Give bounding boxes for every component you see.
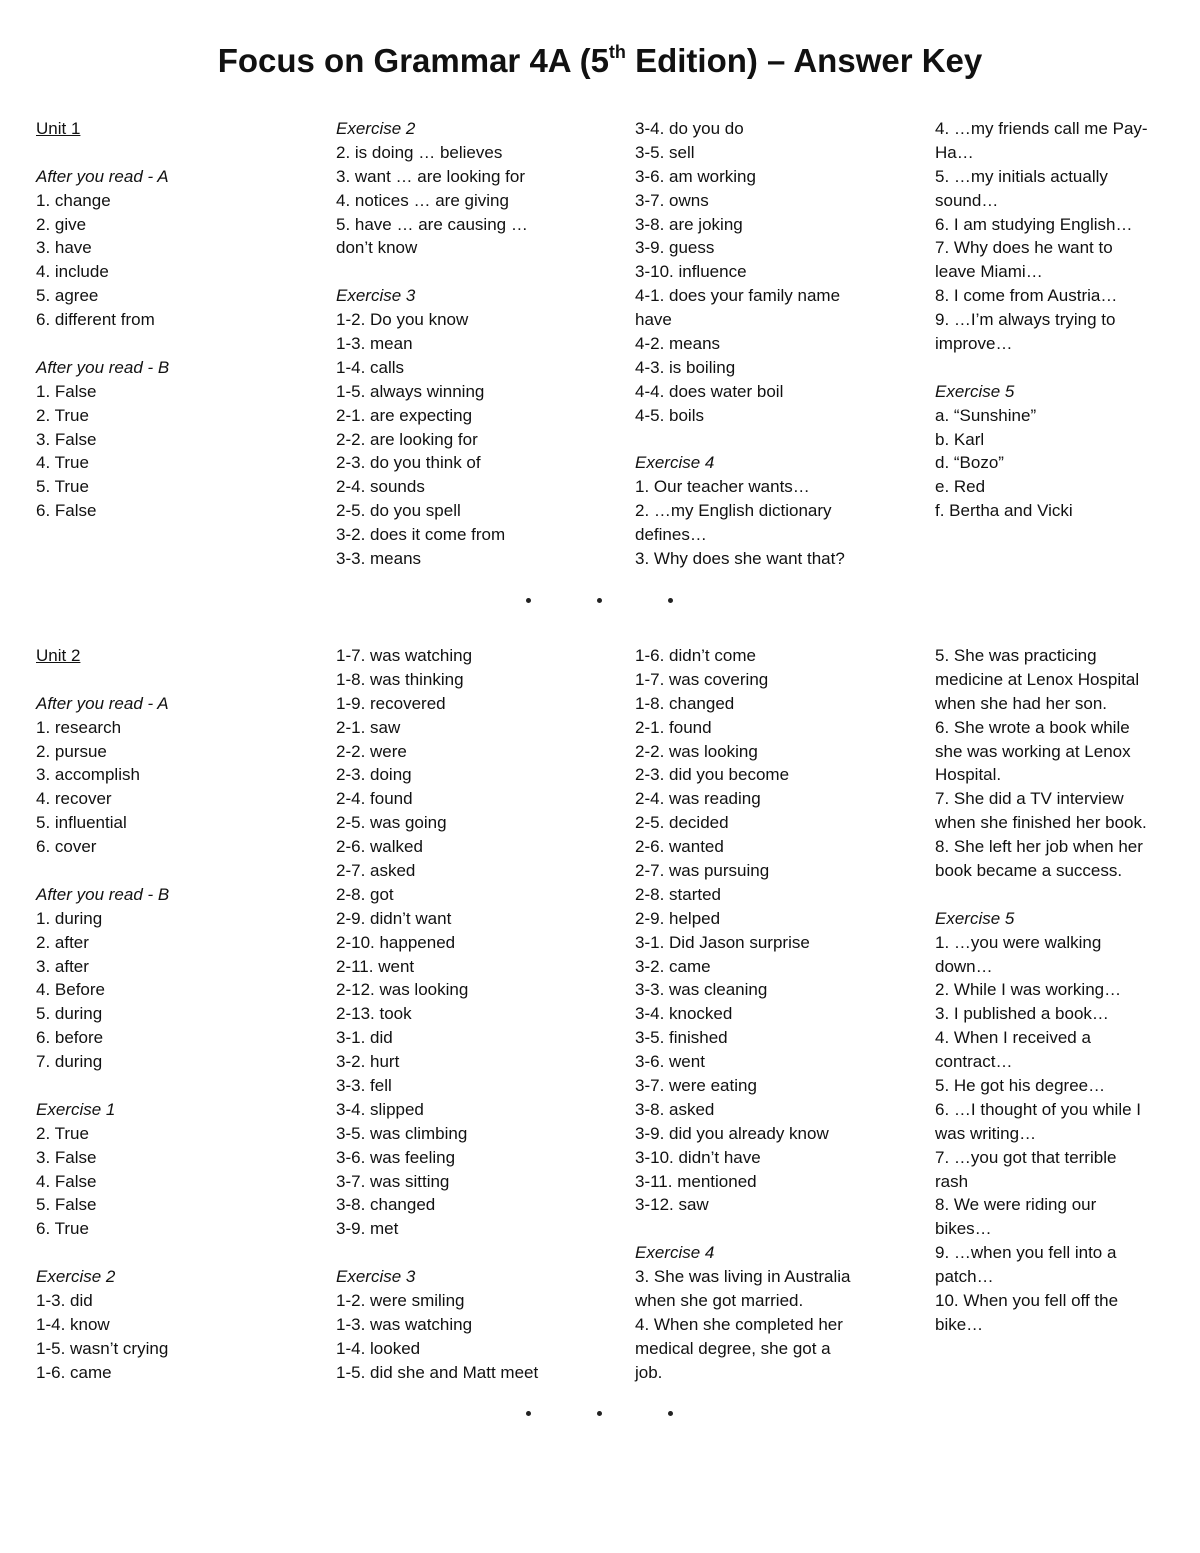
- answer-line: rash: [935, 1171, 969, 1191]
- answer-line: have: [635, 310, 672, 330]
- answer-line: medical degree, she got a: [635, 1338, 831, 1358]
- answer-line: 1-8. changed: [635, 693, 735, 713]
- answer-line: 4. False: [36, 1171, 97, 1191]
- answer-line: 2-4. found: [336, 789, 413, 809]
- section-separator: [0, 1411, 1200, 1421]
- answer-line: 1-2. were smiling: [336, 1291, 465, 1311]
- answer-line: when she had her son.: [935, 693, 1108, 713]
- answer-line: 1-5. wasn’t crying: [36, 1338, 169, 1358]
- title-rest: Edition) – Answer Key: [625, 42, 983, 79]
- answer-line: 3-11. mentioned: [635, 1171, 757, 1191]
- answer-line: 1-5. always winning: [336, 381, 485, 401]
- answer-line: 1-3. did: [36, 1291, 93, 1311]
- answer-line: 2-3. do you think of: [336, 453, 481, 473]
- answer-line: 3-3. was cleaning: [635, 980, 768, 1000]
- answer-line: 2-11. went: [336, 956, 415, 976]
- answer-line: 1-4. calls: [336, 357, 405, 377]
- exercise-heading: Exercise 3: [336, 286, 416, 306]
- unit-2-column-3: [635, 644, 925, 1385]
- answer-line: 3-7. owns: [635, 190, 709, 210]
- blank-line: [336, 260, 626, 284]
- page-title: [0, 42, 1200, 80]
- answer-line: 3-8. asked: [635, 1099, 715, 1119]
- blank-line: [635, 428, 925, 452]
- answer-line: 3. have: [36, 238, 92, 258]
- unit-1-column-2: [336, 117, 626, 571]
- unit-2-column-2: [336, 644, 626, 1385]
- answer-line: 4. notices … are giving: [336, 190, 509, 210]
- answer-line: 2. While I was working…: [935, 980, 1122, 1000]
- answer-line: 1-8. was thinking: [336, 669, 464, 689]
- answer-line: 1. False: [36, 381, 97, 401]
- title-superscript: th: [608, 42, 626, 62]
- answer-line: 4. recover: [36, 789, 112, 809]
- answer-line: 10. When you fell off the: [935, 1291, 1119, 1311]
- answer-line: 2-10. happened: [336, 932, 456, 952]
- answer-line: 2-2. was looking: [635, 741, 758, 761]
- answer-line: 2-9. didn’t want: [336, 908, 452, 928]
- answer-line: 4-1. does your family name: [635, 286, 841, 306]
- answer-line: 3-10. influence: [635, 262, 747, 282]
- answer-line: 3-3. means: [336, 549, 422, 569]
- separator-dot: [597, 1411, 602, 1416]
- answer-line: 1. Our teacher wants…: [635, 477, 810, 497]
- exercise-heading: Exercise 2: [36, 1267, 116, 1287]
- answer-line: 1-4. looked: [336, 1338, 421, 1358]
- answer-line: was writing…: [935, 1123, 1037, 1143]
- answer-line: 1-2. Do you know: [336, 310, 469, 330]
- answer-line: 8. She left her job when her: [935, 837, 1143, 857]
- answer-line: 3-1. Did Jason surprise: [635, 932, 810, 952]
- answer-line: 2. True: [36, 405, 89, 425]
- blank-line: [36, 1241, 326, 1265]
- answer-line: 1-6. didn’t come: [635, 646, 756, 665]
- answer-line: 2-5. was going: [336, 813, 447, 833]
- answer-line: 3-4. knocked: [635, 1004, 733, 1024]
- answer-line: 1. research: [36, 717, 122, 737]
- answer-line: 8. We were riding our: [935, 1195, 1097, 1215]
- answer-line: 3-12. saw: [635, 1195, 709, 1215]
- answer-line: 3-8. changed: [336, 1195, 436, 1215]
- answer-line: 5. …my initials actually: [935, 166, 1108, 186]
- answer-line: 5. have … are causing …: [336, 214, 528, 234]
- answer-line: sound…: [935, 190, 999, 210]
- exercise-heading: Exercise 5: [935, 381, 1015, 401]
- blank-line: [36, 859, 326, 883]
- answer-line: 3-5. was climbing: [336, 1123, 468, 1143]
- answer-line: 4-4. does water boil: [635, 381, 784, 401]
- answer-line: 1. during: [36, 908, 103, 928]
- unit-2-column-4: [935, 644, 1197, 1337]
- exercise-heading: After you read - A: [36, 693, 169, 713]
- answer-line: 3. She was living in Australia: [635, 1267, 851, 1287]
- title-main: Focus on Grammar 4A (5: [217, 42, 609, 79]
- answer-line: 3-3. fell: [336, 1076, 392, 1096]
- unit-2-column-1: [36, 644, 326, 1385]
- answer-line: 3-9. met: [336, 1219, 399, 1239]
- unit-heading: Unit 2: [36, 646, 81, 665]
- exercise-heading: After you read - A: [36, 166, 169, 186]
- answer-line: 2-5. decided: [635, 813, 729, 833]
- blank-line: [36, 332, 326, 356]
- answer-line: down…: [935, 956, 993, 976]
- answer-line: 4. Before: [36, 980, 105, 1000]
- blank-line: [935, 356, 1197, 380]
- answer-line: 2-4. sounds: [336, 477, 425, 497]
- answer-line: 2. give: [36, 214, 87, 234]
- answer-line: when she got married.: [635, 1291, 804, 1311]
- answer-line: 1-9. recovered: [336, 693, 446, 713]
- blank-line: [336, 1241, 626, 1265]
- separator-dot: [668, 598, 673, 603]
- separator-dot: [597, 598, 602, 603]
- answer-line: bike…: [935, 1314, 984, 1334]
- answer-line: 5. She was practicing: [935, 646, 1097, 665]
- answer-line: 3. want … are looking for: [336, 166, 525, 186]
- answer-line: 4. When I received a: [935, 1028, 1091, 1048]
- answer-line: 6. True: [36, 1219, 89, 1239]
- answer-line: 5. during: [36, 1004, 103, 1024]
- answer-line: 2-8. started: [635, 884, 721, 904]
- answer-line: 3. Why does she want that?: [635, 549, 845, 569]
- answer-line: 7. during: [36, 1052, 103, 1072]
- answer-line: 2-6. wanted: [635, 837, 724, 857]
- answer-line: 2-3. doing: [336, 765, 412, 785]
- answer-line: 5. False: [36, 1195, 97, 1215]
- answer-line: 1-6. came: [36, 1362, 112, 1382]
- answer-line: 1. change: [36, 190, 111, 210]
- answer-line: 1-4. know: [36, 1314, 110, 1334]
- unit-1-column-3: [635, 117, 925, 571]
- answer-line: don’t know: [336, 238, 418, 258]
- answer-line: 2-8. got: [336, 884, 394, 904]
- answer-line: 2-6. walked: [336, 837, 423, 857]
- answer-line: 5. He got his degree…: [935, 1076, 1106, 1096]
- answer-line: 6. I am studying English…: [935, 214, 1133, 234]
- answer-line: 1-5. did she and Matt meet: [336, 1362, 539, 1382]
- answer-line: patch…: [935, 1267, 994, 1287]
- answer-line: 3-6. am working: [635, 166, 756, 186]
- answer-line: 3. False: [36, 1147, 97, 1167]
- answer-line: Ha…: [935, 142, 974, 162]
- answer-line: 3-2. came: [635, 956, 711, 976]
- exercise-heading: Exercise 5: [935, 908, 1015, 928]
- section-separator: [0, 598, 1200, 608]
- blank-line: [36, 141, 326, 165]
- answer-line: 2-7. was pursuing: [635, 861, 770, 881]
- answer-line: leave Miami…: [935, 262, 1043, 282]
- answer-line: 9. …I’m always trying to: [935, 310, 1116, 330]
- answer-line: 2-3. did you become: [635, 765, 790, 785]
- answer-line: 2-7. asked: [336, 861, 416, 881]
- blank-line: [36, 1074, 326, 1098]
- answer-line: 3-4. slipped: [336, 1099, 424, 1119]
- answer-line: 2-9. helped: [635, 908, 721, 928]
- answer-line: 6. …I thought of you while I: [935, 1099, 1142, 1119]
- answer-line: 2-2. are looking for: [336, 429, 478, 449]
- answer-line: 3-2. hurt: [336, 1052, 400, 1072]
- answer-line: b. Karl: [935, 429, 985, 449]
- separator-dot: [526, 598, 531, 603]
- answer-line: 4-2. means: [635, 334, 721, 354]
- answer-line: 3-7. were eating: [635, 1076, 757, 1096]
- answer-line: e. Red: [935, 477, 986, 497]
- answer-line: 5. True: [36, 477, 89, 497]
- answer-line: 3. False: [36, 429, 97, 449]
- answer-line: 3-9. did you already know: [635, 1123, 829, 1143]
- answer-line: 3. I published a book…: [935, 1004, 1109, 1024]
- answer-line: 6. different from: [36, 310, 155, 330]
- answer-line: improve…: [935, 334, 1013, 354]
- answer-line: 4. When she completed her: [635, 1314, 843, 1334]
- answer-line: 7. She did a TV interview: [935, 789, 1124, 809]
- exercise-heading: Exercise 4: [635, 453, 715, 473]
- exercise-heading: Exercise 4: [635, 1243, 715, 1263]
- answer-line: defines…: [635, 525, 707, 545]
- answer-line: Hospital.: [935, 765, 1002, 785]
- answer-line: 4-3. is boiling: [635, 357, 736, 377]
- answer-line: a. “Sunshine”: [935, 405, 1037, 425]
- exercise-heading: After you read - B: [36, 884, 170, 904]
- answer-line: bikes…: [935, 1219, 992, 1239]
- answer-line: 3-6. went: [635, 1052, 705, 1072]
- answer-line: 6. before: [36, 1028, 104, 1048]
- answer-line: 4-5. boils: [635, 405, 704, 425]
- answer-line: 2. …my English dictionary: [635, 501, 832, 521]
- answer-line: 5. influential: [36, 813, 127, 833]
- answer-line: 2-1. are expecting: [336, 405, 473, 425]
- answer-line: 3. accomplish: [36, 765, 140, 785]
- answer-line: 3-1. did: [336, 1028, 393, 1048]
- answer-line: 7. Why does he want to: [935, 238, 1113, 258]
- answer-line: 3-6. was feeling: [336, 1147, 456, 1167]
- answer-line: 3-8. are joking: [635, 214, 743, 234]
- answer-line: book became a success.: [935, 861, 1123, 881]
- answer-line: 2-5. do you spell: [336, 501, 461, 521]
- answer-line: 3-5. finished: [635, 1028, 728, 1048]
- answer-line: she was working at Lenox: [935, 741, 1131, 761]
- answer-line: 6. cover: [36, 837, 97, 857]
- blank-line: [935, 883, 1197, 907]
- blank-line: [635, 1217, 925, 1241]
- answer-line: 2-12. was looking: [336, 980, 469, 1000]
- answer-line: contract…: [935, 1052, 1013, 1072]
- separator-dot: [526, 1411, 531, 1416]
- blank-line: [36, 668, 326, 692]
- answer-line: 4. include: [36, 262, 109, 282]
- answer-line: 4. True: [36, 453, 89, 473]
- answer-line: 1. …you were walking: [935, 932, 1102, 952]
- answer-line: 2. after: [36, 932, 89, 952]
- answer-line: 6. False: [36, 501, 97, 521]
- answer-line: 3. after: [36, 956, 89, 976]
- answer-line: d. “Bozo”: [935, 453, 1004, 473]
- answer-line: 9. …when you fell into a: [935, 1243, 1117, 1263]
- answer-line: 3-7. was sitting: [336, 1171, 450, 1191]
- answer-line: 1-7. was covering: [635, 669, 769, 689]
- answer-line: f. Bertha and Vicki: [935, 501, 1073, 521]
- answer-line: 6. She wrote a book while: [935, 717, 1130, 737]
- answer-line: 7. …you got that terrible: [935, 1147, 1117, 1167]
- answer-line: 2. pursue: [36, 741, 107, 761]
- answer-line: 3-2. does it come from: [336, 525, 506, 545]
- answer-line: when she finished her book.: [935, 813, 1147, 833]
- answer-line: 1-3. mean: [336, 334, 413, 354]
- answer-line: 8. I come from Austria…: [935, 286, 1118, 306]
- answer-line: 3-4. do you do: [635, 119, 744, 138]
- answer-line: 2. True: [36, 1123, 89, 1143]
- answer-line: 2-1. found: [635, 717, 712, 737]
- answer-line: 3-9. guess: [635, 238, 715, 258]
- exercise-heading: Exercise 3: [336, 1267, 416, 1287]
- answer-line: job.: [635, 1362, 663, 1382]
- answer-line: 2. is doing … believes: [336, 142, 503, 162]
- answer-line: 1-7. was watching: [336, 646, 473, 665]
- exercise-heading: Exercise 2: [336, 119, 416, 138]
- answer-line: 2-2. were: [336, 741, 407, 761]
- answer-line: 1-3. was watching: [336, 1314, 473, 1334]
- unit-heading: Unit 1: [36, 119, 81, 138]
- unit-1-column-4: [935, 117, 1197, 523]
- answer-line: 4. …my friends call me Pay-: [935, 119, 1148, 138]
- answer-line: 5. agree: [36, 286, 99, 306]
- answer-line: 3-10. didn’t have: [635, 1147, 761, 1167]
- answer-line: 2-1. saw: [336, 717, 401, 737]
- exercise-heading: Exercise 1: [36, 1099, 116, 1119]
- exercise-heading: After you read - B: [36, 357, 170, 377]
- answer-line: 3-5. sell: [635, 142, 695, 162]
- answer-line: medicine at Lenox Hospital: [935, 669, 1140, 689]
- answer-line: 2-4. was reading: [635, 789, 761, 809]
- unit-1-column-1: [36, 117, 326, 523]
- answer-line: 2-13. took: [336, 1004, 412, 1024]
- separator-dot: [668, 1411, 673, 1416]
